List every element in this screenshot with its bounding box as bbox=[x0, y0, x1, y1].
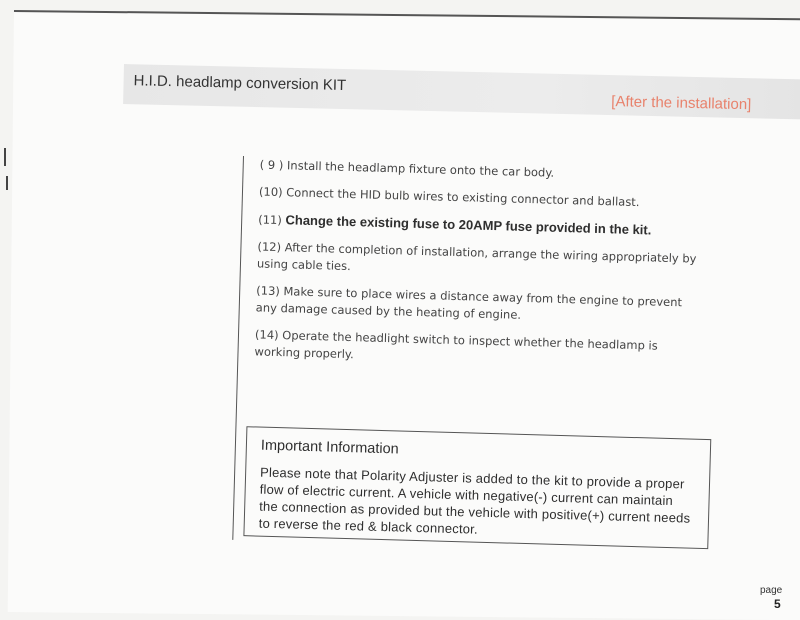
instructions-section bbox=[232, 156, 714, 553]
section-label: [After the installation] bbox=[611, 93, 752, 114]
step-11-number: (11) bbox=[258, 212, 283, 228]
important-information-box bbox=[243, 426, 711, 549]
document-title: H.I.D. headlamp conversion KIT bbox=[133, 72, 347, 95]
page-label: page bbox=[760, 585, 783, 596]
step-12: (12) After the completion of installation, arrange the wiring appropriately by using cable ties. bbox=[256, 239, 697, 274]
important-information-body: Please note that Polarity Adjuster is added to the kit to provide a proper flow of electric current. A vehicle with negative(-) current can maintain the connection as provided but the vehicle with positive(+) current needs to reverse the red & black connector. bbox=[258, 464, 691, 537]
step-10: (10) Connect the HID bulb wires to existing connector and ballast. bbox=[258, 184, 640, 210]
step-14: (14) Operate the headlight switch to inspect whether the headlamp is working properly. bbox=[254, 327, 658, 362]
step-9: ( 9 ) Install the headlamp fixture onto the car body. bbox=[259, 157, 555, 180]
binding-mark bbox=[4, 148, 6, 166]
step-11 bbox=[258, 210, 708, 241]
step-11-text: Change the existing fuse to 20AMP fuse provided in the kit. bbox=[285, 212, 652, 238]
steps-list bbox=[254, 156, 710, 382]
binding-mark bbox=[6, 176, 8, 190]
important-information-title: Important Information bbox=[260, 437, 399, 458]
step-13: (13) Make sure to place wires a distance away from the engine to prevent any damage caused by the heating of engine. bbox=[255, 283, 683, 322]
page-number: 5 bbox=[774, 597, 781, 611]
